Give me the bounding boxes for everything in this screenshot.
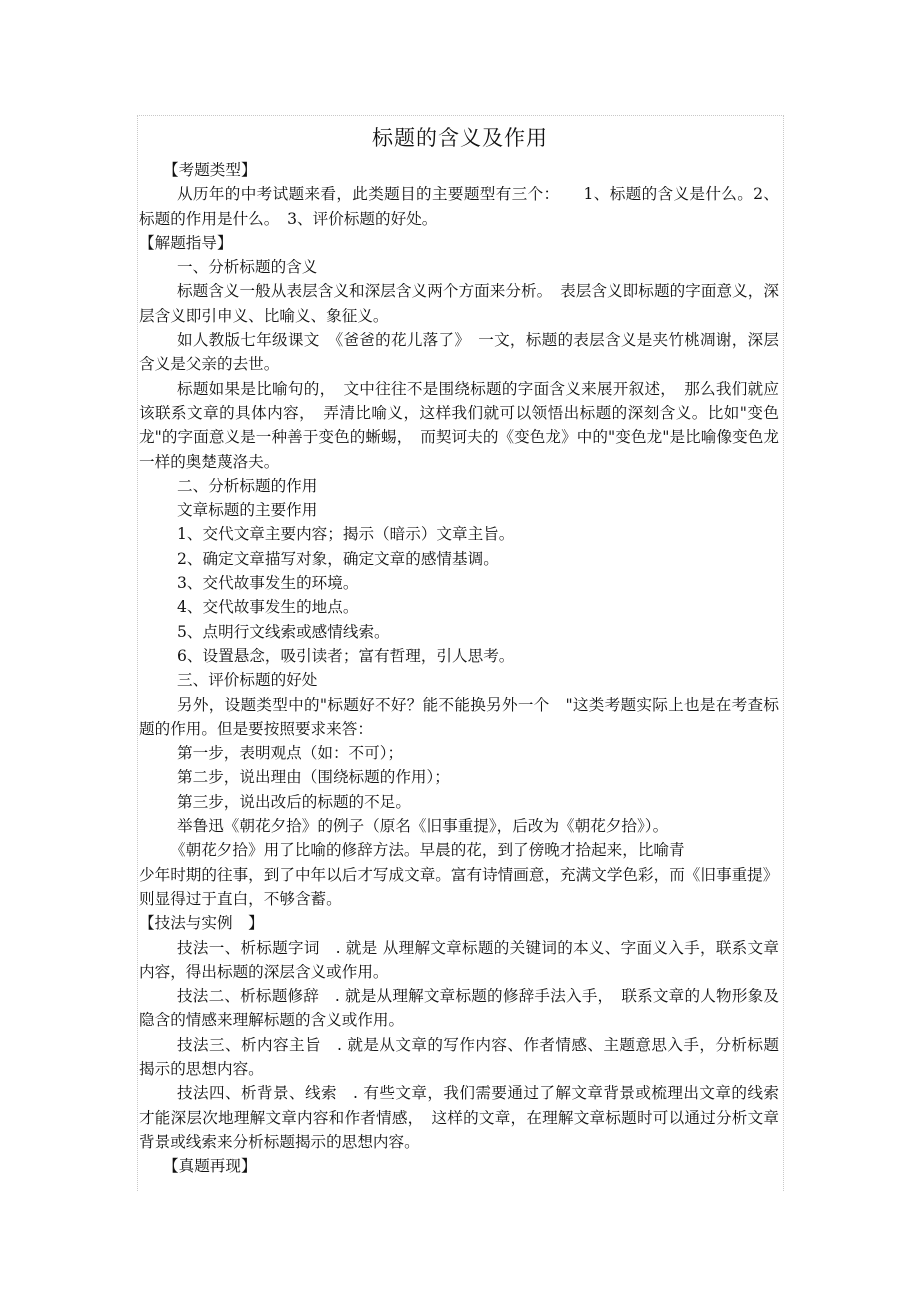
section-heading-solving-guide: 【解题指导】 <box>139 233 233 252</box>
paragraph-evaluation-intro: 另外，设题类型中的"标题好不好？能不能换另外一个 "这类考题实际上也是在考查标题的作用。但是要按照要求来答： <box>139 695 779 738</box>
paragraph-metaphor-titles: 标题如果是比喻句的， 文中往往不是围绕标题的字面含义来展开叙述， 那么我们就应该联系文章的具体内容， 弄清比喻义，这样我们就可以领悟出标题的深刻含义。比如"变色龙"的字面意义是一种善于变色的蜥蜴， 而契诃夫的《变色龙》中的"变色龙"是比喻像变色龙一样的奥楚蔑洛夫。 <box>139 379 779 471</box>
answer-step: 第一步，表明观点（如：不可）； <box>177 744 404 763</box>
subheading-function: 二、分析标题的作用 <box>177 476 318 495</box>
paragraph-main-functions: 文章标题的主要作用 <box>177 501 318 520</box>
technique-item: 技法四、析背景、线索 . 有些文章，我们需要通过了解文章背景或梳理出文章的线索才能深层次地理解文章内容和作者情感， 这样的文章，在理解文章标题时可以通过分析文章背景或线索来分析标题揭示的思想内容。 <box>139 1084 779 1151</box>
list-item: 5、点明行文线索或感情线索。 <box>177 622 390 641</box>
paragraph-lu-xun-example: 举鲁迅《朝花夕拾》的例子（原名《旧事重提》，后改为《朝花夕拾》）。 <box>177 817 669 836</box>
subheading-meaning: 一、分析标题的含义 <box>177 258 318 277</box>
list-item: 2、确定文章描写对象，确定文章的感情基调。 <box>177 549 499 568</box>
subheading-evaluation: 三、评价标题的好处 <box>177 671 318 690</box>
technique-item: 技法二、析标题修辞 . 就是从理解文章标题的修辞手法入手， 联系文章的人物形象及隐含的情感来理解标题的含义或作用。 <box>139 987 779 1030</box>
paragraph-lu-xun-analysis: 《朝花夕拾》用了比喻的修辞方法。早晨的花，到了傍晚才拾起来，比喻青 少年时期的往事，到了中年以后才写成文章。富有诗情画意，充满文学色彩，而《旧事重提》则显得过于直白，不够含蓄。 <box>139 841 779 908</box>
section-heading-past-exams: 【真题再现】 <box>163 1157 257 1176</box>
technique-item: 技法一、析标题字词 . 就是 从理解文章标题的关键词的本义、字面义入手，联系文章内容，得出标题的深层含义或作用。 <box>139 938 779 981</box>
list-item: 6、设置悬念，吸引读者；富有哲理，引人思考。 <box>177 646 515 665</box>
list-item: 3、交代故事发生的环境。 <box>177 574 359 593</box>
page-title: 标题的含义及作用 <box>372 126 548 150</box>
technique-item: 技法三、析内容主旨 . 就是从文章的写作内容、作者情感、主题意思入手，分析标题揭示的思想内容。 <box>139 1035 779 1078</box>
list-item: 1、交代文章主要内容；揭示（暗示）文章主旨。 <box>177 525 515 544</box>
paragraph-question-types: 从历年的中考试题来看，此类题目的主要题型有三个： 1、标题的含义是什么。2、标题的作用是什么。 3、评价标题的好处。 <box>139 185 779 228</box>
answer-step: 第二步，说出理由（围绕标题的作用）； <box>177 768 450 787</box>
paragraph-meaning-example: 如人教版七年级课文 《爸爸的花儿落了》 一文，标题的表层含义是夹竹桃凋谢，深层含义是父亲的去世。 <box>139 331 779 374</box>
section-heading-techniques: 【技法与实例 】 <box>139 914 264 933</box>
document-body <box>139 158 779 1178</box>
list-item: 4、交代故事发生的地点。 <box>177 598 359 617</box>
section-heading-question-types: 【考题类型】 <box>163 161 257 179</box>
answer-step: 第三步，说出改后的标题的不足。 <box>177 792 411 811</box>
paragraph-meaning-levels: 标题含义一般从表层含义和深层含义两个方面来分析。 表层含义即标题的字面意义，深层含义即引申义、比喻义、象征义。 <box>139 282 779 325</box>
